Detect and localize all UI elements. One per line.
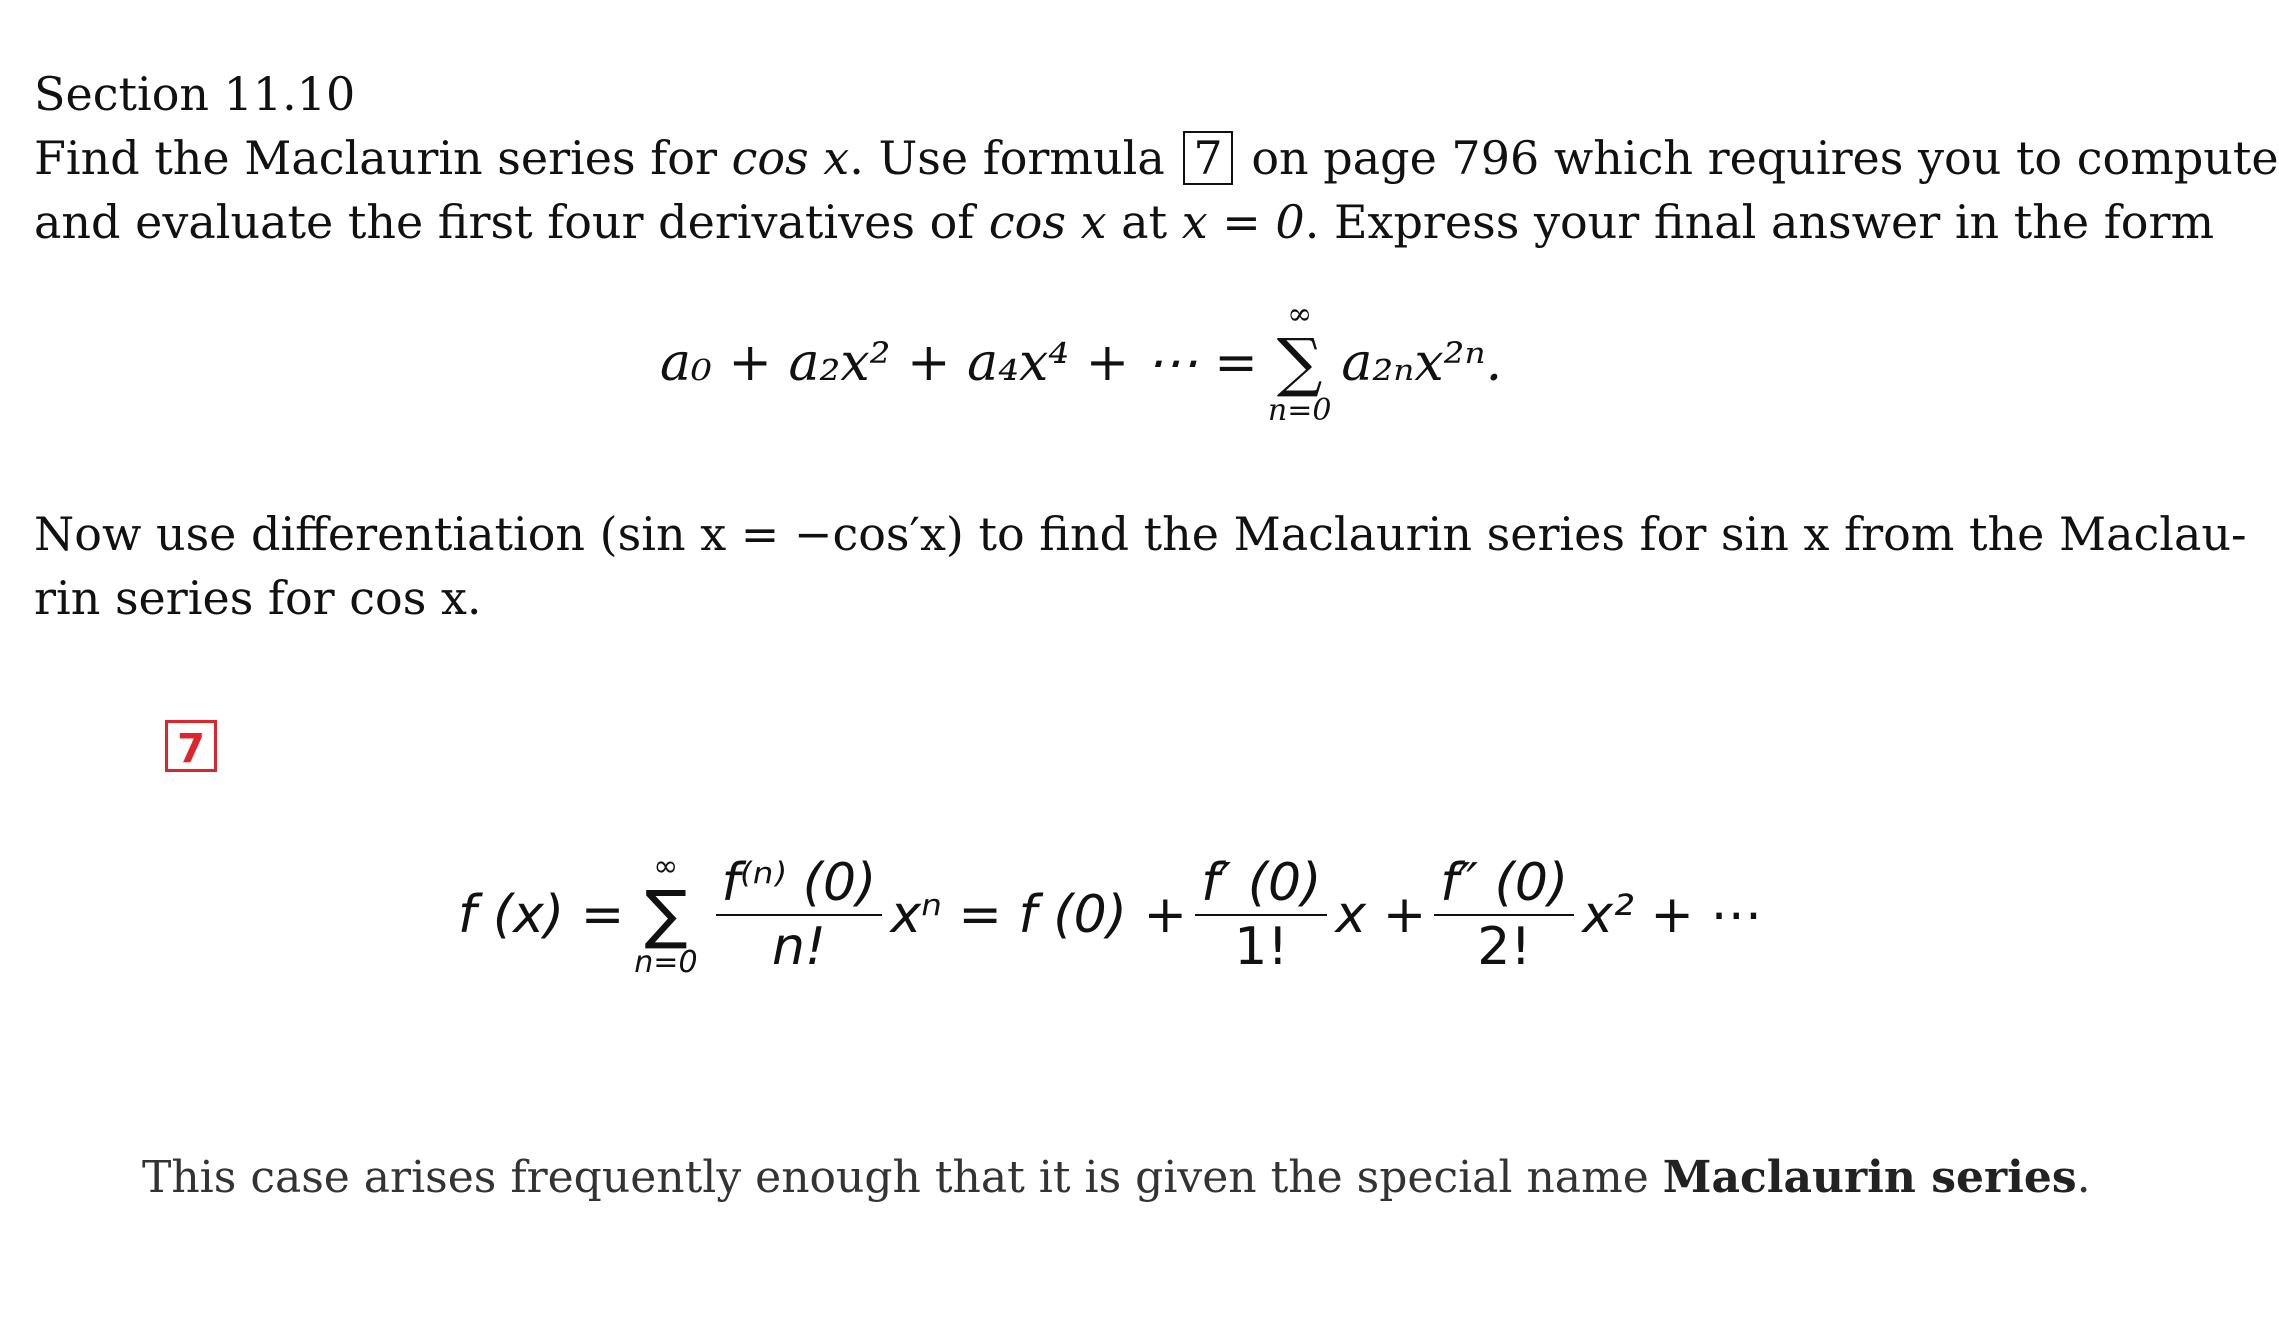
x-plus-term: x + (1335, 885, 1427, 945)
summation (634, 850, 697, 980)
sum-lower-limit: n=0 (1267, 393, 1332, 428)
problem-text: . Use formula (849, 131, 1180, 185)
caption-bold-term: Maclaurin series (1662, 1152, 2077, 1203)
fraction-second-derivative (1434, 852, 1574, 978)
formula-reference-box: 7 (1183, 131, 1232, 185)
sum-lower-limit: n=0 (634, 945, 698, 980)
x-equals-zero: x = 0 (1181, 195, 1305, 249)
caption-text: This case arises frequently enough that it is given the special name (142, 1152, 1663, 1203)
fraction-denominator: 2! (1477, 917, 1532, 977)
differentiation-line-1: Now use differentiation (sin x = −cos′x) to find the Maclaurin series for sin x from the Maclau- (34, 507, 2247, 561)
maclaurin-caption (142, 1152, 2091, 1203)
fraction-numerator: f⁽ⁿ⁾ (0) (716, 852, 883, 916)
fraction-denominator: 1! (1234, 917, 1289, 977)
taylor-lhs: f (x) = (458, 885, 625, 945)
sigma-symbol: ∑ (1276, 326, 1323, 400)
fraction-nth-derivative (716, 852, 883, 978)
taylor-formula (458, 850, 1762, 980)
sum-upper-limit: ∞ (1287, 297, 1313, 332)
fraction-numerator: f″ (0) (1434, 852, 1574, 916)
section-heading: Section 11.10 (34, 67, 356, 121)
form-lhs: a₀ + a₂x² + a₄x⁴ + ⋯ = (660, 333, 1258, 393)
form-rhs: a₂ₙx²ⁿ. (1341, 333, 1503, 393)
problem-line-1 (34, 126, 2279, 190)
caption-end: . (2076, 1152, 2091, 1203)
fraction-first-derivative (1195, 852, 1327, 978)
sum-upper-limit: ∞ (653, 849, 679, 884)
problem-text: and evaluate the first four derivatives of (34, 195, 989, 249)
problem-text: at (1106, 195, 1182, 249)
problem-text: Find the Maclaurin series for (34, 131, 732, 185)
summation (1268, 298, 1332, 428)
cos-x: cos x (988, 195, 1107, 249)
problem-text: on page 796 which requires you to compute (1236, 131, 2279, 185)
fraction-numerator: f′ (0) (1195, 852, 1327, 916)
series-tail: x² + ⋯ (1582, 885, 1763, 945)
formula-number-box: 7 (165, 720, 217, 772)
fraction-denominator: n! (772, 917, 826, 977)
differentiation-line-2: rin series for cos x. (34, 571, 482, 625)
problem-text: . Express your final answer in the form (1304, 195, 2215, 249)
sigma-symbol: ∑ (644, 878, 688, 952)
problem-line-2 (34, 190, 2214, 254)
x-power-n-term: xⁿ = f (0) + (890, 885, 1188, 945)
cos-x: cos x (731, 131, 850, 185)
form-equation (660, 298, 1502, 428)
